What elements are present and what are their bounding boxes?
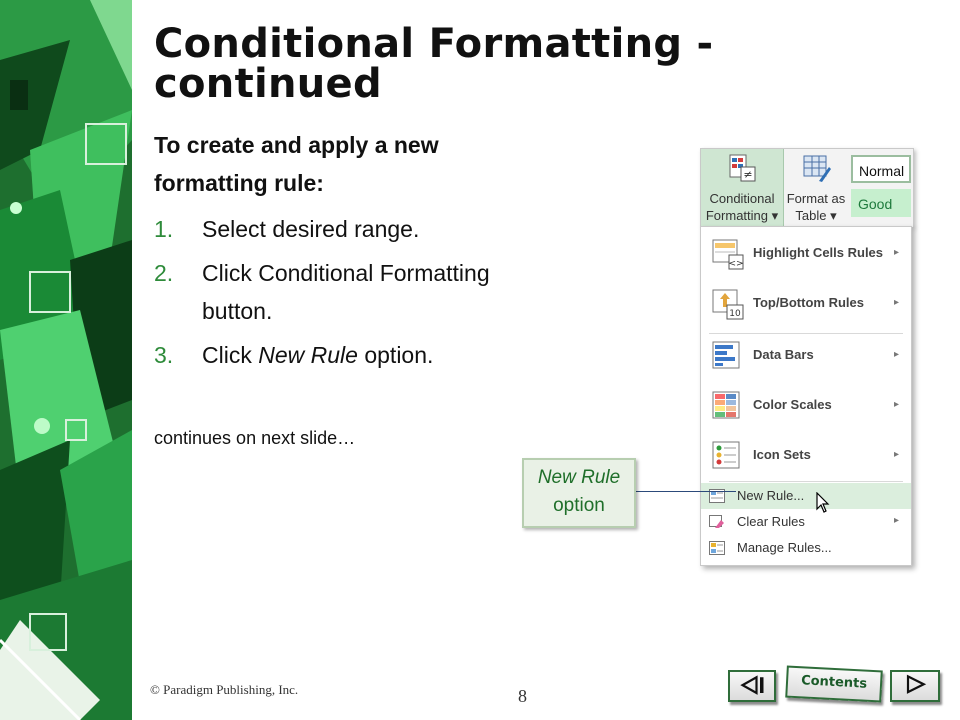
menu-item-label: Color Scales <box>753 397 832 412</box>
intro-text: To create and apply a new formatting rule: <box>154 132 439 196</box>
menu-item-top-bottom-rules[interactable] <box>701 279 911 329</box>
cell-style-good[interactable]: Good <box>851 189 911 217</box>
svg-text:10: 10 <box>729 309 741 319</box>
svg-text:<>: <> <box>728 259 744 269</box>
conditional-formatting-button[interactable] <box>701 149 784 227</box>
page-number: 8 <box>518 686 527 706</box>
icon-sets-icon <box>711 439 745 473</box>
next-arrow-icon <box>893 672 937 700</box>
prev-arrow-icon <box>731 672 775 700</box>
menu-item-label: Icon Sets <box>753 447 811 462</box>
menu-item-manage-rules[interactable] <box>701 535 911 561</box>
conditional-formatting-label-1: Conditional <box>709 191 775 206</box>
menu-item-icon-sets[interactable] <box>701 431 911 481</box>
format-as-table-label-1: Format as <box>786 191 846 206</box>
submenu-arrow-icon: ▸ <box>893 349 899 360</box>
submenu-arrow-icon: ▸ <box>893 399 899 410</box>
list-item <box>154 210 532 248</box>
menu-item-data-bars[interactable] <box>701 331 911 381</box>
conditional-formatting-label-2: Formatting ▾ <box>705 208 779 223</box>
callout-connector <box>636 491 736 492</box>
mouse-cursor-icon <box>816 492 830 514</box>
continues-note: continues on next slide… <box>154 428 356 448</box>
callout-line-1: New Rule <box>537 467 621 488</box>
menu-item-label: Data Bars <box>753 347 814 362</box>
format-as-table-label-2: Table ▾ <box>795 208 837 223</box>
menu-item-new-rule[interactable] <box>701 483 911 509</box>
menu-item-label: New Rule... <box>737 488 805 503</box>
menu-item-label: Top/Bottom Rules <box>753 295 864 310</box>
contents-label: Contents <box>800 673 868 692</box>
next-button-face <box>890 670 940 702</box>
list-item <box>154 254 532 330</box>
cell-style-normal[interactable]: Normal <box>851 155 911 183</box>
contents-button[interactable] <box>786 668 882 704</box>
submenu-arrow-icon: ▸ <box>893 297 899 308</box>
step-number: 1. <box>154 216 174 242</box>
new-rule-callout <box>522 458 636 528</box>
menu-item-color-scales[interactable] <box>701 381 911 431</box>
format-as-table-icon <box>801 153 831 183</box>
data-bars-icon <box>711 339 745 373</box>
conditional-formatting-menu <box>700 226 912 566</box>
submenu-arrow-icon: ▸ <box>893 515 899 526</box>
step-text-suffix: option. <box>357 342 434 368</box>
menu-divider <box>709 481 903 482</box>
color-scales-icon <box>711 389 745 423</box>
previous-slide-button[interactable] <box>728 670 776 706</box>
step-number: 3. <box>154 342 174 368</box>
svg-text:≠: ≠ <box>743 168 753 181</box>
menu-item-label: Clear Rules <box>737 514 805 529</box>
submenu-arrow-icon: ▸ <box>893 247 899 258</box>
next-slide-button[interactable] <box>890 670 940 706</box>
conditional-formatting-icon <box>727 153 757 183</box>
highlight-cells-icon <box>711 237 745 271</box>
step-number: 2. <box>154 260 174 286</box>
callout-line-2: option <box>553 495 605 516</box>
clear-rules-icon <box>709 515 725 529</box>
excel-ribbon <box>700 148 914 228</box>
list-item <box>154 336 532 374</box>
previous-button-face <box>728 670 776 702</box>
top-bottom-icon <box>711 287 745 321</box>
menu-item-label: Highlight Cells Rules <box>753 245 884 260</box>
copyright-text: © Paradigm Publishing, Inc. <box>150 682 299 697</box>
format-as-table-button[interactable] <box>785 149 847 227</box>
step-text-italic: New Rule <box>258 342 358 368</box>
steps-list <box>154 210 532 380</box>
manage-rules-icon <box>709 541 725 555</box>
decorative-side-art <box>0 0 132 720</box>
contents-button-face <box>785 666 883 703</box>
menu-item-label: Manage Rules... <box>737 540 832 555</box>
slide-title: Conditional Formatting - continued <box>154 21 714 107</box>
menu-item-clear-rules[interactable] <box>701 509 911 535</box>
step-text: Select desired range. <box>202 216 420 242</box>
menu-item-highlight-cells-rules[interactable] <box>701 229 911 279</box>
step-text-prefix: Click <box>202 342 259 368</box>
step-text: Click Conditional Formatting button. <box>202 260 490 324</box>
submenu-arrow-icon: ▸ <box>893 449 899 460</box>
